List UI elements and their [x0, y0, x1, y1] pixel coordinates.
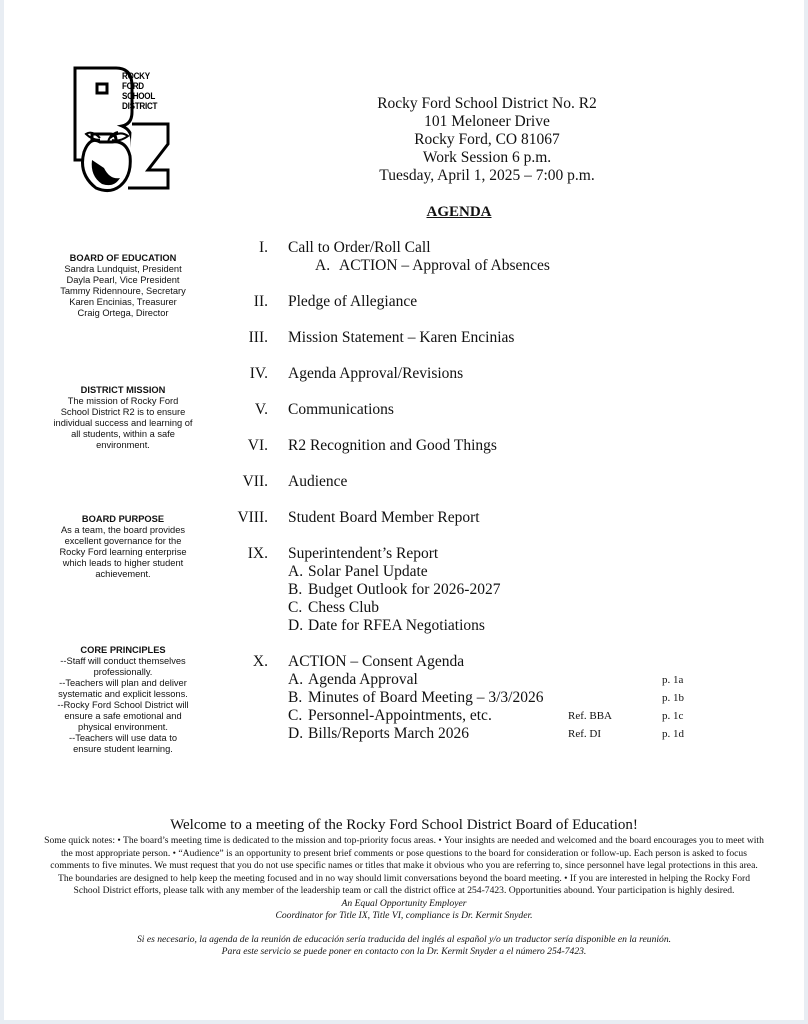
subitem-letter: A.: [288, 563, 304, 580]
subitem-text: Agenda Approval: [308, 671, 418, 688]
agenda-subitem: [4, 707, 804, 725]
section-line: Tammy Ridennoure, Secretary: [60, 286, 186, 296]
agenda-subitem: [4, 563, 804, 581]
agenda-item: [4, 473, 804, 491]
section-line: excellent governance for the: [64, 536, 182, 546]
address-city: Rocky Ford, CO 81067: [414, 131, 560, 148]
agenda-item: [4, 509, 804, 527]
title-coordinator: Coordinator for Title IX, Title VI, compliance is Dr. Kermit Snyder.: [275, 909, 533, 921]
subitem-page: p. 1c: [662, 710, 684, 722]
logo-line: FORD: [122, 81, 144, 92]
section-line: ensure student learning.: [73, 744, 173, 754]
section-heading: BOARD OF EDUCATION: [69, 253, 177, 263]
agenda-item: [4, 653, 804, 743]
agenda-item-row: [4, 239, 804, 257]
agenda-item-row: [4, 509, 804, 527]
agenda-subitem: [4, 581, 804, 599]
section-line: professionally.: [93, 667, 153, 677]
item-title: Communications: [288, 401, 394, 418]
section-line: --Rocky Ford School District will: [57, 700, 189, 710]
agenda-subitem: [4, 725, 804, 743]
agenda-subitem: [4, 599, 804, 617]
section-heading: CORE PRINCIPLES: [80, 645, 166, 655]
agenda-subitem: [4, 257, 804, 275]
logo-line: DISTRICT: [122, 101, 158, 112]
spanish-notice-2: Para este servicio se puede poner en contacto con la Dr. Kermit Snyder a el número 254-7423.: [221, 945, 587, 957]
agenda-subitem: [4, 617, 804, 635]
subitem-text: Solar Panel Update: [308, 563, 428, 580]
agenda-item-row: [4, 437, 804, 455]
subitem-text: Date for RFEA Negotiations: [308, 617, 485, 634]
subitem-page: p. 1b: [662, 692, 684, 704]
item-title: Agenda Approval/Revisions: [288, 365, 464, 382]
section-line: achievement.: [95, 569, 151, 579]
subitem-letter: A.: [288, 671, 304, 688]
agenda-subitem: [4, 689, 804, 707]
section-line: physical environment.: [78, 722, 168, 732]
section-line: Rocky Ford learning enterprise: [59, 547, 187, 557]
subitem-page: p. 1d: [662, 728, 684, 740]
item-numeral: V.: [254, 401, 268, 418]
subitem-text: Bills/Reports March 2026: [308, 725, 470, 742]
subitem-text: Personnel-Appointments, etc.: [308, 707, 492, 724]
subitem-letter: D.: [288, 617, 304, 634]
agenda-item: [4, 329, 804, 347]
meeting-date: Tuesday, April 1, 2025 – 7:00 p.m.: [379, 167, 595, 184]
item-title: Student Board Member Report: [288, 509, 480, 526]
item-title: ACTION – Consent Agenda: [288, 653, 465, 670]
section-line: The mission of Rocky Ford: [67, 396, 179, 406]
agenda-item: [4, 401, 804, 419]
item-numeral: II.: [253, 293, 268, 310]
section-line: Dayla Pearl, Vice President: [66, 275, 180, 285]
section-line: environment.: [96, 440, 150, 450]
agenda-item: [4, 293, 804, 311]
item-numeral: VIII.: [237, 509, 268, 526]
item-title: Pledge of Allegiance: [288, 293, 418, 310]
section-line: ensure a safe emotional and: [64, 711, 182, 721]
agenda-item-row: [4, 545, 804, 563]
subitem-reference: Ref. DI: [568, 728, 601, 740]
agenda-item: [4, 545, 804, 635]
item-numeral: IV.: [249, 365, 268, 382]
subitem-letter: C.: [288, 707, 303, 724]
agenda-item-row: [4, 401, 804, 419]
section-line: all students, within a safe: [71, 429, 175, 439]
item-numeral: IX.: [247, 545, 268, 562]
equal-opportunity: An Equal Opportunity Employer: [341, 897, 467, 909]
section-line: Karen Encinias, Treasurer: [69, 297, 177, 307]
section-line: --Staff will conduct themselves: [60, 656, 186, 666]
agenda-item: [4, 365, 804, 383]
agenda-subitem: [4, 671, 804, 689]
logo-line: ROCKY: [122, 71, 150, 82]
section-line: --Teachers will plan and deliver: [59, 678, 187, 688]
item-title: R2 Recognition and Good Things: [288, 437, 497, 454]
subitem-letter: A.: [315, 257, 331, 274]
agenda-item-row: [4, 293, 804, 311]
section-line: which leads to higher student: [62, 558, 184, 568]
section-line: School District R2 is to ensure: [60, 407, 186, 417]
welcome-message: Welcome to a meeting of the Rocky Ford School District Board of Education!: [170, 817, 638, 833]
item-title: Audience: [288, 473, 348, 490]
agenda-item-row: [4, 329, 804, 347]
address-street: 101 Meloneer Drive: [424, 113, 550, 130]
subitem-text: Budget Outlook for 2026-2027: [308, 581, 501, 598]
agenda-item: [4, 437, 804, 455]
agenda-page: [4, 0, 804, 1020]
section-line: As a team, the board provides: [60, 525, 186, 535]
section-line: Sandra Lundquist, President: [64, 264, 182, 274]
logo-wordmark: [122, 72, 157, 112]
agenda-item-row: [4, 365, 804, 383]
footer: [44, 816, 764, 958]
quick-notes: Some quick notes: • The board’s meeting time is dedicated to the mission and top-priority focus areas. • Your insights are needed and welcomed and the board encourages you to meet with the most appropriate person. • “Audience” is an opportunity to present brief comments or pose questions to the board for consideration or follow-up. Each person is asked to focus comments to five minutes. We must request that you do not use specific names or titles that make it obvious who you are referring to, since personnel have legal protections in this area. The boundaries are designed to help keep the meeting focused and in no way should limit conversations beyond the board meeting. • If you are interested in helping the Rocky Ford School District efforts, please talk with any member of the leadership team or call the district office at 254-7423. Opportunities abound. Your participation is highly desired.: [44, 835, 764, 897]
item-numeral: I.: [258, 239, 268, 256]
district-name: Rocky Ford School District No. R2: [377, 95, 597, 112]
spanish-notice-1: Si es necesario, la agenda de la reunión de educación sería traducida del inglés al español y/o un traductor sería disponible en la reunión.: [136, 933, 672, 945]
subitem-text: Chess Club: [308, 599, 380, 616]
subitem-reference: Ref. BBA: [568, 710, 612, 722]
meeting-header: [287, 95, 687, 185]
agenda-item-row: [4, 653, 804, 671]
section-line: Craig Ortega, Director: [77, 308, 169, 318]
agenda-heading: AGENDA: [426, 204, 492, 220]
subitem-text: Minutes of Board Meeting – 3/3/2026: [308, 689, 544, 706]
subitem-letter: D.: [288, 725, 304, 742]
agenda-list: [4, 239, 804, 761]
section-line: systematic and explicit lessons.: [58, 689, 188, 699]
item-numeral: III.: [248, 329, 268, 346]
logo-line: SCHOOL: [122, 91, 156, 102]
section-line: --Teachers will use data to: [69, 733, 177, 743]
subitem-letter: C.: [288, 599, 303, 616]
subitem-letter: B.: [288, 581, 303, 598]
section-heading: BOARD PURPOSE: [81, 514, 165, 524]
item-title: Mission Statement – Karen Encinias: [288, 329, 515, 346]
item-numeral: X.: [252, 653, 268, 670]
item-numeral: VII.: [242, 473, 268, 490]
subitem-page: p. 1a: [662, 674, 684, 686]
item-title: Call to Order/Roll Call: [288, 239, 431, 256]
subitem-text: ACTION – Approval of Absences: [339, 257, 550, 274]
agenda-item: [4, 239, 804, 275]
agenda-item-row: [4, 473, 804, 491]
subitem-letter: B.: [288, 689, 303, 706]
section-heading: DISTRICT MISSION: [80, 385, 166, 395]
item-numeral: VI.: [247, 437, 268, 454]
work-session: Work Session 6 p.m.: [422, 149, 552, 166]
section-line: individual success and learning of: [53, 418, 193, 428]
item-title: Superintendent’s Report: [288, 545, 439, 562]
